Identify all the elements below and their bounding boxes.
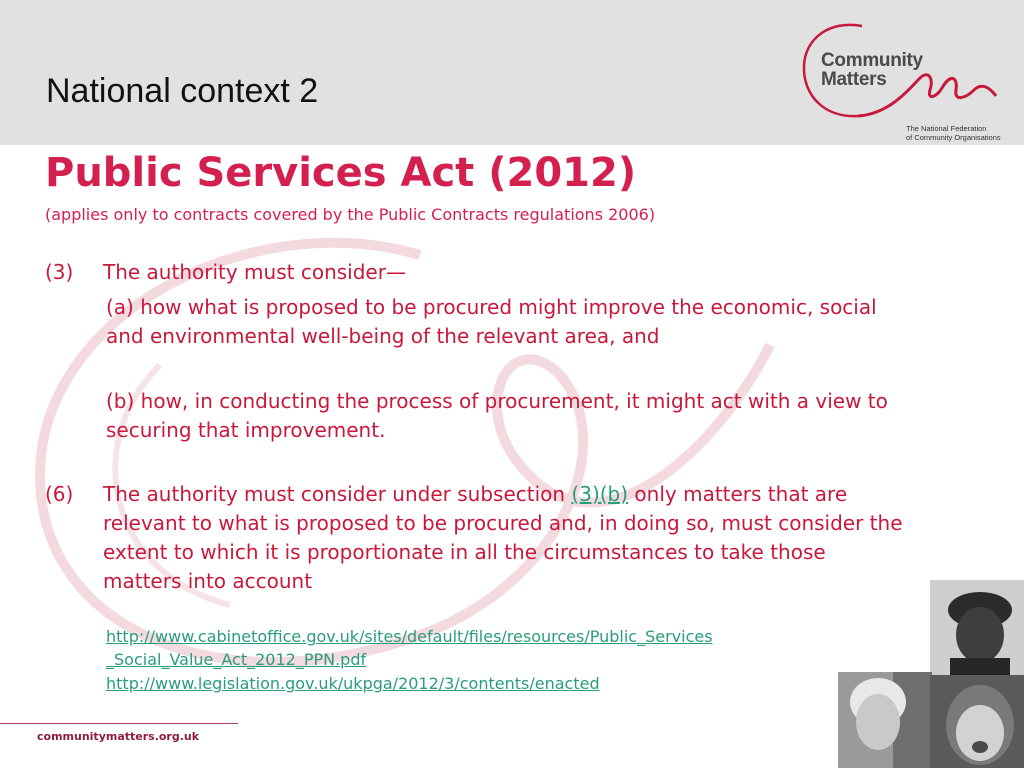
clause-6-text-after: only matters that are relevant to what is proposed to be procured and, in doing so, must consider the extent to which it is proportionate in all the circumstances to take those matters into account [103, 482, 903, 593]
cabinet-office-link-line2[interactable]: _Social_Value_Act_2012_PPN.pdf [106, 650, 367, 669]
footer-divider [0, 723, 238, 724]
slide-title: National context 2 [46, 72, 319, 110]
clause-6-text-before: The authority must consider under subsection [103, 482, 572, 506]
photo-man-with-cap [930, 580, 1024, 675]
logo-tagline-1: The National Federation [906, 124, 987, 133]
man-portrait-icon [930, 580, 1024, 675]
logo-tagline-2: of Community Organisations [906, 133, 1001, 142]
act-title: Public Services Act (2012) [45, 150, 637, 196]
clause-6-number: (6) [45, 482, 74, 506]
act-subtitle: (applies only to contracts covered by the Public Contracts regulations 2006) [45, 205, 656, 224]
legislation-link[interactable]: http://www.legislation.gov.uk/ukpga/2012/3/contents/enacted [106, 674, 600, 693]
photo-smiling-child [930, 675, 1024, 768]
footer-url: communitymatters.org.uk [37, 730, 200, 743]
logo-text-community: Community [821, 50, 923, 71]
subsection-3b-link[interactable]: (3)(b) [571, 482, 629, 506]
clause-3a-text: (a) how what is proposed to be procured might improve the economic, social and environmental well-being of the relevant area, and [106, 295, 877, 348]
photo-older-woman [838, 672, 932, 768]
clause-3b-text: (b) how, in conducting the process of procurement, it might act with a view to securing that improvement. [106, 389, 888, 442]
cabinet-office-link-line1[interactable]: http://www.cabinetoffice.gov.uk/sites/default/files/resources/Public_Services [106, 627, 713, 646]
clause-6-text [103, 480, 903, 596]
woman-portrait-icon [838, 672, 932, 768]
child-portrait-icon [930, 675, 1024, 768]
clause-3-number: (3) [45, 260, 74, 284]
clause-3-text: The authority must consider— [103, 260, 406, 284]
logo-text-matters: Matters [821, 69, 887, 90]
